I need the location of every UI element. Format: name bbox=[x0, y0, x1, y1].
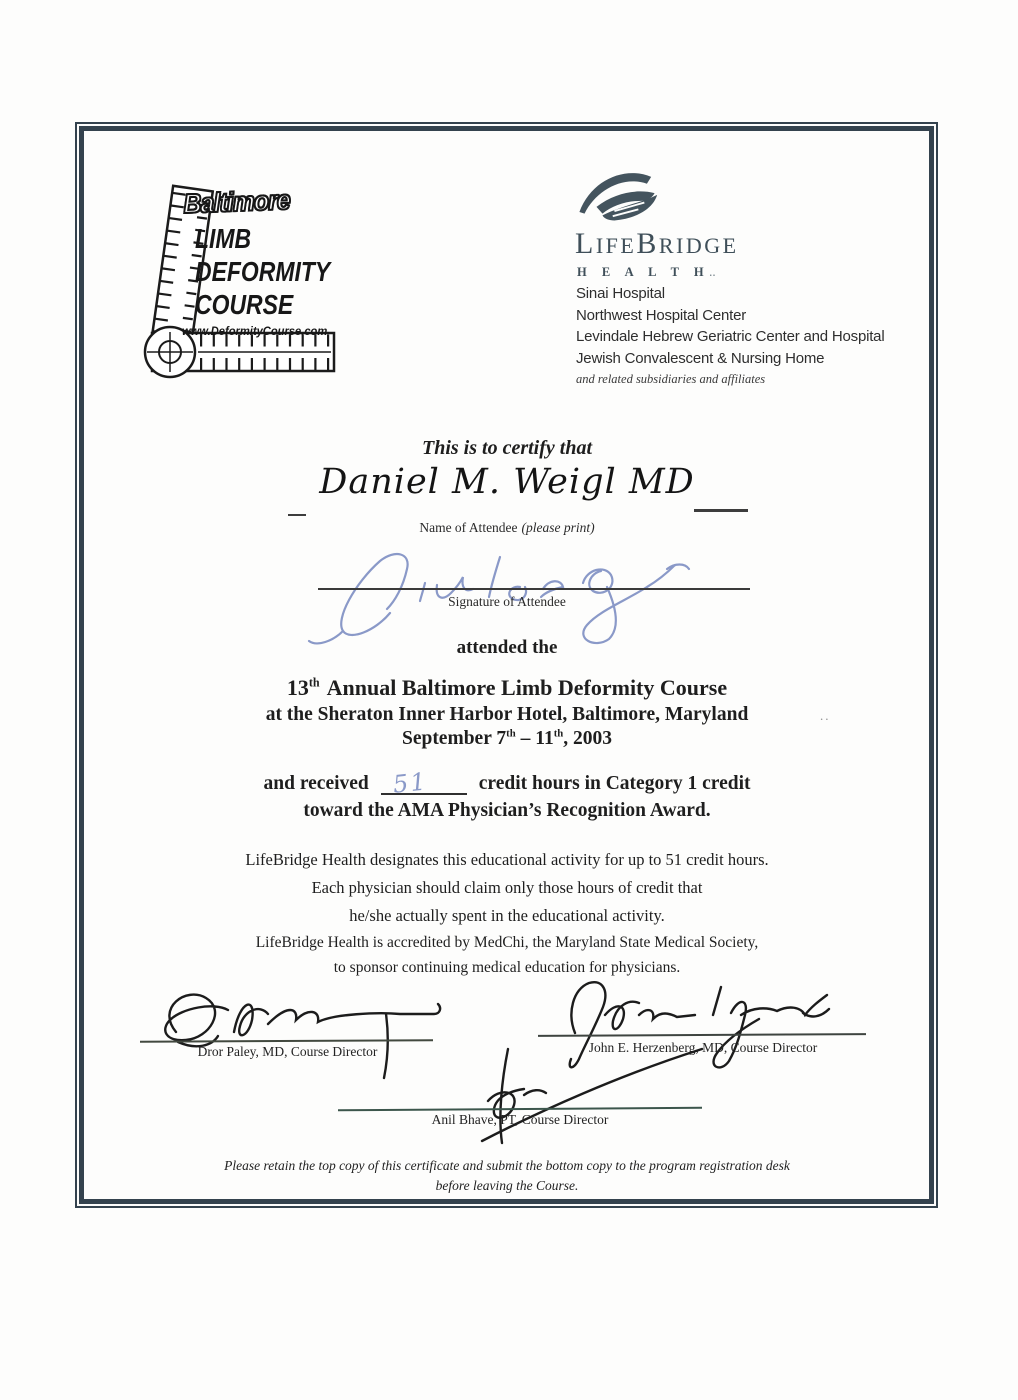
credit-hours-value: 51 bbox=[391, 767, 429, 799]
hospital-item: Northwest Hospital Center bbox=[576, 306, 747, 324]
signature-label: Signature of Attendee bbox=[448, 594, 566, 609]
course-location: at the Sheraton Inner Harbor Hotel, Baltimore, Maryland bbox=[265, 704, 749, 725]
attended-heading: attended the bbox=[456, 637, 558, 658]
affiliates-note: and related subsidiaries and affiliates bbox=[576, 372, 766, 386]
lifebridge-hands-icon bbox=[576, 163, 658, 225]
accreditation-paragraph: LifeBridge Health is accredited by MedChi, the Maryland State Medical Society, to sponsor continuing medical education for physicians. bbox=[255, 934, 759, 976]
hospital-list bbox=[576, 283, 884, 369]
credit-statement: and received 51 credit hours in Category 1 credit bbox=[263, 767, 751, 799]
attendee-name: Daniel M. Weigl MD bbox=[319, 462, 695, 502]
credit-statement-line2: toward the AMA Physician’s Recognition Award. bbox=[303, 800, 711, 821]
director-name-label: Anil Bhave, PT, Course Director bbox=[431, 1112, 609, 1127]
course-logo-line-deformity: DEFORMITY bbox=[195, 256, 331, 287]
scan-artifact: .. bbox=[820, 708, 831, 723]
certify-heading: This is to certify that bbox=[422, 437, 592, 459]
attendee-name-label: Name of Attendee (please print) bbox=[419, 520, 595, 535]
lifebridge-wordmark: LIFEBRIDGE bbox=[575, 227, 739, 260]
name-line-right bbox=[694, 509, 748, 512]
lifebridge-health-label: H E A L T H.. bbox=[577, 265, 717, 279]
signature-line bbox=[318, 588, 750, 590]
course-dates: September 7th – 11th, 2003 bbox=[401, 727, 613, 749]
hospital-item: Jewish Convalescent & Nursing Home bbox=[576, 349, 825, 367]
hospital-item: Levindale Hebrew Geriatric Center and Hospital bbox=[576, 328, 885, 345]
course-logo-line-limb: LIMB bbox=[195, 223, 252, 254]
trademark-dots: .. bbox=[709, 268, 717, 278]
course-logo-line-course: COURSE bbox=[195, 289, 294, 320]
course-logo-website: www.DeformityCourse.com bbox=[182, 326, 328, 338]
course-title: 13th Annual Baltimore Limb Deformity Course bbox=[286, 675, 728, 700]
hospital-item: Sinai Hospital bbox=[576, 285, 665, 302]
director-name-label: Dror Paley, MD, Course Director bbox=[197, 1044, 378, 1059]
course-logo bbox=[126, 183, 344, 391]
credit-hours-underline bbox=[381, 767, 467, 799]
course-logo-city: Baltimore bbox=[183, 184, 291, 219]
footer-note: Please retain the top copy of this certificate and submit the bottom copy to the program registration desk before leaving the Course. bbox=[224, 1158, 790, 1193]
designation-paragraph: LifeBridge Health designates this educational activity for up to 51 credit hours. Each physician should claim only those hours of credit that he/she actually spent in the educational activity. bbox=[245, 850, 769, 925]
director-name-label: John E. Herzenberg, MD, Course Director bbox=[588, 1040, 818, 1055]
name-line-left bbox=[288, 514, 306, 516]
